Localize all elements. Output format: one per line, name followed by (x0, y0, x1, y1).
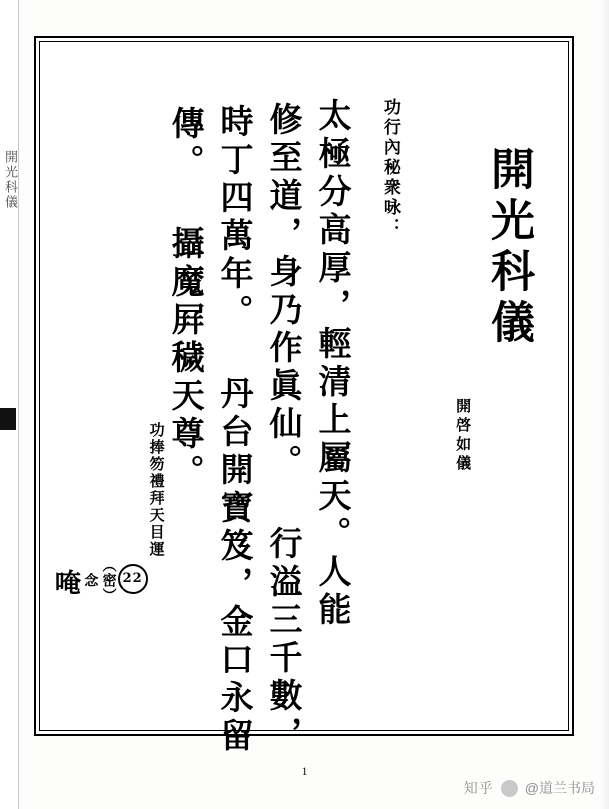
zhihu-logo: 知乎 (463, 780, 494, 796)
verse-column-4: 傳。 攝魔屛穢天尊。 (166, 106, 206, 492)
document-title: 開光科儀 (483, 146, 534, 350)
right-page-edge (599, 0, 609, 809)
ritual-annotation: 功捧笏禮拜天目運 (147, 422, 166, 558)
circled-number: 22 (118, 564, 148, 594)
document-subtitle: 開啓如儀 (454, 398, 473, 474)
text-frame-outer (34, 36, 574, 756)
ritual-note (47, 558, 147, 603)
mantra-syllable: 唵 (50, 569, 81, 596)
left-page-edge (0, 0, 19, 809)
bracket-inner-note: 念 (82, 573, 99, 588)
ink-blot (0, 408, 16, 430)
verse-column-2: 修至道，身乃作眞仙。 行溢三千數， (264, 102, 304, 754)
vertical-text-columns (50, 50, 556, 756)
section-heading: 功行內秘衆咏： (379, 98, 400, 238)
page-number: 1 (301, 764, 308, 778)
verse-column-3: 時丁四萬年。 丹台開寶笈，金口永留 (215, 104, 255, 756)
left-page-fragment-text: 開光科儀 (2, 150, 17, 210)
watermark (464, 778, 595, 798)
bracket-note: （密） (100, 558, 117, 603)
avatar (501, 780, 518, 797)
watermark-username: @道兰书局 (524, 780, 595, 796)
verse-column-1: 太極分高厚，輕清上屬天。人能 (313, 98, 353, 630)
